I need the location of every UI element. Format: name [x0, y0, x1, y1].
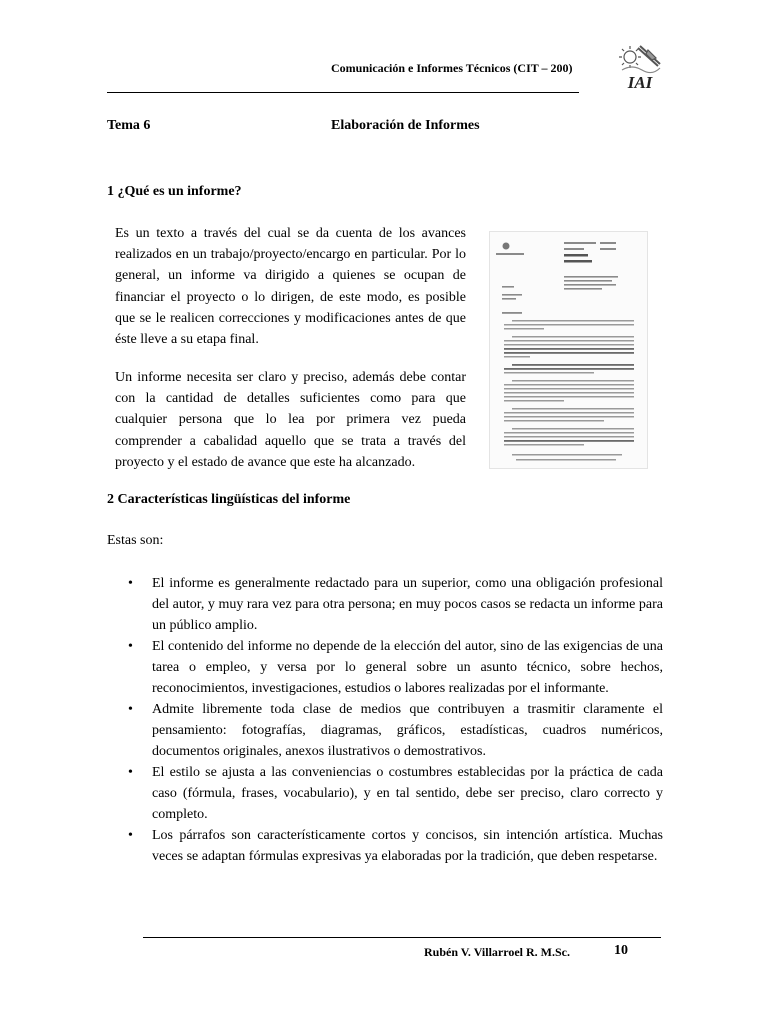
bullet-icon: •: [128, 576, 133, 591]
section-1-heading: 1 ¿Qué es un informe?: [107, 184, 242, 199]
topic-label: Tema 6: [107, 118, 151, 133]
topic-title: Elaboración de Informes: [331, 118, 480, 133]
list-item-text: Los párrafos son característicamente cortos y concisos, sin intención artística. Muchas veces se adaptan fórmulas expresivas ya elaboradas por la tradición, que deben respetarse.: [152, 828, 663, 864]
header-title: Comunicación e Informes Técnicos (CIT – 200): [331, 61, 573, 75]
logo-text: IAI: [627, 73, 653, 90]
list-item: [128, 636, 663, 699]
list-item: [128, 573, 663, 636]
bullet-icon: •: [128, 765, 133, 780]
sample-report-image: [489, 231, 648, 469]
section-1-paragraph-2: Un informe necesita ser claro y preciso, además debe contar con la cantidad de detalles suficientes como para que cualquier persona que lo lea por primera vez pueda comprender a cabalidad aquello que se trata a través del proyecto y el estado de avance que este ha alcanzado.: [115, 370, 466, 470]
footer-rule: [143, 937, 661, 938]
bullet-icon: •: [128, 702, 133, 717]
iai-logo: [618, 44, 662, 90]
list-item: [128, 825, 663, 867]
section-1-paragraph-1: Es un texto a través del cual se da cuenta de los avances realizados en un trabajo/proyecto/encargo en particular. Por lo general, un informe va dirigido a quienes se ocupan de financiar el proyecto o lo dirigen, de este modo, es posible que se le realicen correcciones y modificaciones antes de que éste lleve a su etapa final.: [115, 226, 466, 348]
section-2-intro: Estas son:: [107, 533, 164, 548]
bullet-icon: •: [128, 828, 133, 843]
bullet-icon: •: [128, 639, 133, 654]
page-number: 10: [614, 943, 628, 958]
list-item: [128, 762, 663, 825]
header-rule: [107, 92, 579, 93]
section-2-heading: 2 Características lingüísticas del informe: [107, 492, 351, 507]
list-item: [128, 699, 663, 762]
gear-wrench-icon: [618, 44, 662, 90]
characteristics-list: [128, 573, 663, 867]
list-item-text: El informe es generalmente redactado para un superior, como una obligación profesional del autor, y muy rara vez para otra persona; en muy pocos casos se redacta un informe para un público amplio.: [152, 576, 663, 633]
list-item-text: El estilo se ajusta a las conveniencias o costumbres establecidas por la práctica de cada caso (fórmula, frases, vocabulario), y en tal sentido, debe ser preciso, claro correcto y completo.: [152, 765, 663, 822]
list-item-text: Admite libremente toda clase de medios que contribuyen a trasmitir claramente el pensamiento: fotografías, diagramas, gráficos, estadísticas, cuadros numéricos, documentos originales, anexos ilustrativos o demostrativos.: [152, 702, 663, 759]
scanned-document-illustration: [490, 232, 647, 468]
list-item-text: El contenido del informe no depende de la elección del autor, sino de las exigencias de una tarea o empleo, y versa por lo general sobre un asunto técnico, sobre hechos, reconocimientos, investigaciones, estudios o labores realizadas por el informante.: [152, 639, 663, 696]
footer-author: Rubén V. Villarroel R. M.Sc.: [424, 945, 571, 959]
